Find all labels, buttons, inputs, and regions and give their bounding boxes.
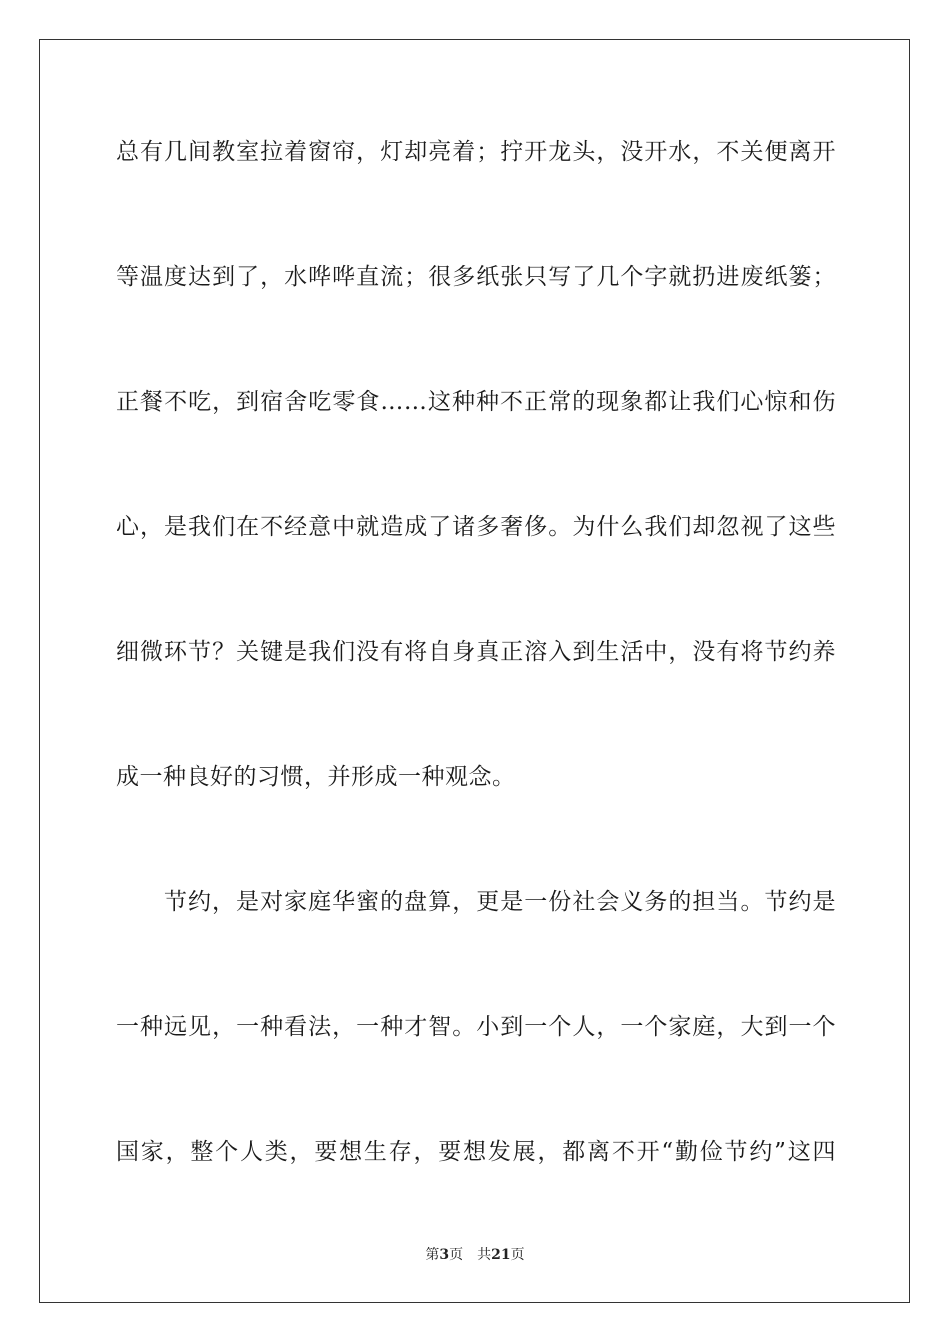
page-footer <box>0 1246 950 1264</box>
body-text-line-1: 总有几间教室拉着窗帘，灯却亮着；拧开龙头，没开水，不关便离开 <box>116 139 836 165</box>
total-prefix: 共 <box>477 1247 492 1263</box>
paragraph-2-line-1: 节约，是对家庭华蜜的盘算，更是一份社会义务的担当。节约是 <box>164 889 836 915</box>
page-prefix: 第 <box>425 1247 440 1263</box>
page-border <box>39 39 910 1303</box>
total-suffix: 页 <box>510 1247 525 1263</box>
paragraph-2-line-2: 一种远见，一种看法，一种才智。小到一个人，一个家庭，大到一个 <box>116 1014 836 1040</box>
body-text-line-6: 成一种良好的习惯，并形成一种观念。 <box>116 764 516 790</box>
body-text-line-3: 正餐不吃，到宿舍吃零食……这种种不正常的现象都让我们心惊和伤 <box>116 389 836 415</box>
total-pages: 21 <box>491 1247 511 1263</box>
body-text-line-2: 等温度达到了，水哗哗直流；很多纸张只写了几个字就扔进废纸篓； <box>116 264 836 290</box>
page-suffix: 页 <box>449 1247 464 1263</box>
body-text-line-4: 心，是我们在不经意中就造成了诸多奢侈。为什么我们却忽视了这些 <box>116 514 836 540</box>
paragraph-2-line-3: 国家，整个人类，要想生存，要想发展，都离不开“勤俭节约”这四 <box>116 1139 836 1165</box>
body-text-line-5: 细微环节？关键是我们没有将自身真正溶入到生活中，没有将节约养 <box>116 639 836 665</box>
total-pages-label <box>477 1247 524 1263</box>
page-number: 3 <box>439 1247 450 1263</box>
page-label <box>425 1247 463 1263</box>
